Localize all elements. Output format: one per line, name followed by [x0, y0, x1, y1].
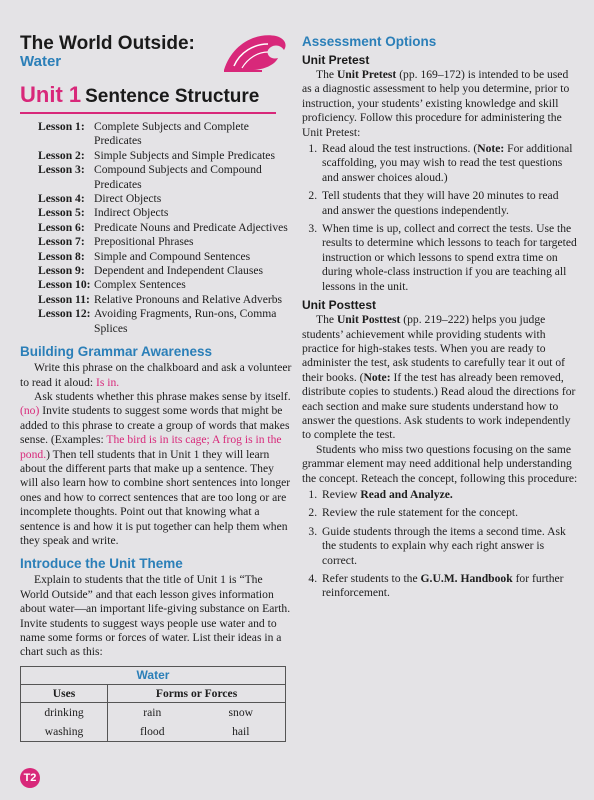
unit-number: Unit 1 — [20, 82, 82, 107]
posttest-paragraph-1: The Unit Posttest (pp. 219–222) helps you judge students’ achievement while providing students with practice for high-stakes tests. When you are ready to administer the test, ask students to carefully tear it out of their books. (Note: If the test has already been removed, distribute copies to students.) Read aloud the directions for each section and make sure students understand how to answer the questions. Ask students to work independently to complete the test. — [302, 313, 576, 442]
page-number: T2 — [20, 768, 40, 788]
list-item: Lesson 10: Complex Sentences — [38, 278, 186, 292]
list-item: Lesson 4: Direct Objects — [38, 192, 162, 206]
list-item: Lesson 1: Complete Subjects and Complete Predicates — [38, 120, 249, 148]
pretest-paragraph: The Unit Pretest (pp. 169–172) is intended to be used as a diagnostic assessment to help you determine, prior to instruction, your students’ existing knowledge and skill proficiency. Follow this procedure for administering the Unit Pretest: — [302, 68, 570, 139]
left-column — [20, 34, 292, 742]
list-item: Lesson 11: Relative Pronouns and Relative Adverbs — [38, 292, 283, 306]
list-item: 3. Guide students through the items a second time. Ask the students to explain why each right answer is correct. — [320, 525, 578, 568]
list-item: Lesson 12: Avoiding Fragments, Run-ons, Comma Splices — [38, 307, 277, 335]
list-item: 1. Review Read and Analyze. — [320, 488, 578, 502]
wave-icon — [222, 30, 288, 74]
list-item: Lesson 3: Compound Subjects and Compound Predicates — [38, 163, 262, 191]
list-item: 2. Review the rule statement for the concept. — [320, 506, 578, 520]
list-item: 1. Read aloud the test instructions. (Note: For additional scaffolding, you may wish to read the test questions and answer choices aloud.) — [320, 142, 578, 185]
posttest-paragraph-2: Students who miss two questions focusing on the same grammar element may need additional help understanding the concept. Reteach the concept, following this procedure: — [302, 442, 578, 485]
unit-heading — [20, 82, 276, 114]
list-item: 4. Refer students to the G.U.M. Handbook for further reinforcement. — [320, 572, 578, 601]
building-heading: Building Grammar Awareness — [20, 344, 213, 360]
lesson-list — [38, 120, 292, 336]
table-row: drinking rain snow — [21, 702, 286, 722]
posttest-steps — [302, 488, 578, 601]
water-table — [20, 666, 286, 742]
building-paragraph-2: Ask students whether this phrase makes sense by itself. (no) Invite students to suggest some words that might be added to this phrase to create a group of words that makes sense. (Examples: The bird is in its cage; A frog is in the pond.) Then tell students that in Unit 1 they will learn about the different parts that make up a sentence. They will also learn how to combine short sentences into longer ones and how to correct sentences that are too long or are incomplete thoughts. Point out that knowing what a sentence is and how it is put together can help them when they speak and write. — [20, 389, 291, 547]
list-item: Lesson 9: Dependent and Independent Clauses — [38, 264, 264, 278]
list-item: Lesson 2: Simple Subjects and Simple Predicates — [38, 148, 275, 162]
pretest-heading: Unit Pretest — [302, 53, 370, 67]
assessment-heading: Assessment Options — [302, 34, 437, 49]
table-header-forms: Forms or Forces — [108, 684, 286, 702]
list-item: Lesson 7: Prepositional Phrases — [38, 235, 194, 249]
table-header-uses: Uses — [21, 684, 108, 702]
water-table-caption: Water — [21, 666, 286, 684]
list-item: Lesson 5: Indirect Objects — [38, 206, 169, 220]
book-title: The World Outside: — [20, 33, 195, 54]
right-column — [302, 34, 578, 605]
theme-heading: Introduce the Unit Theme — [20, 556, 183, 572]
unit-name: Sentence Structure — [85, 86, 260, 107]
pretest-steps — [302, 142, 578, 294]
building-paragraph-1: Write this phrase on the chalkboard and ask a volunteer to read it aloud: Is in. — [20, 361, 292, 389]
list-item: 2. Tell students that they will have 20 minutes to read and answer the questions independently. — [320, 189, 578, 218]
list-item: Lesson 6: Predicate Nouns and Predicate Adjectives — [38, 220, 288, 234]
table-row: washing flood hail — [21, 722, 286, 742]
list-item: 3. When time is up, collect and correct the tests. Use the results to determine which lessons to teach for targeted instruction or which lessons to spend extra time on during whole-class instruction if you are teaching all lessons in the unit. — [320, 222, 578, 294]
theme-paragraph: Explain to students that the title of Unit 1 is “The World Outside” and that each lesson gives information about water—an important life-giving substance on Earth. Invite students to suggest ways people use water and to name some forms or forces of water. List their ideas in a chart such as this: — [20, 573, 291, 659]
book-subtitle: Water — [20, 53, 62, 70]
posttest-heading: Unit Posttest — [302, 298, 377, 313]
list-item: Lesson 8: Simple and Compound Sentences — [38, 249, 251, 263]
